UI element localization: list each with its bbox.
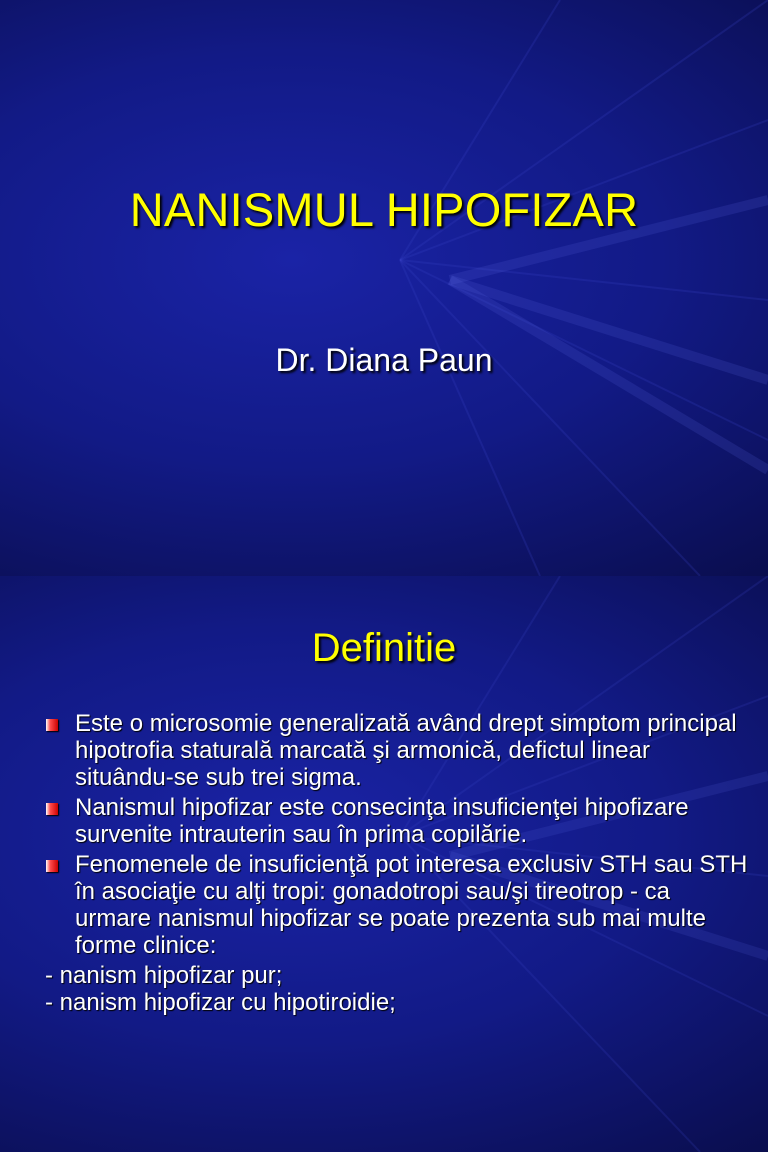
definition-list <box>0 710 768 1016</box>
bullet-text: Este o microsomie generalizată având drept simptom principal hipotrofia staturală marcată şi armonică, defictul linear situându-se sub trei sigma. <box>75 710 737 791</box>
clinical-form-line: - nanism hipofizar pur; <box>45 962 283 989</box>
list-item <box>0 851 768 959</box>
slide-author: Dr. Diana Paun <box>275 342 493 378</box>
list-item <box>0 710 768 791</box>
definition-heading: Definitie <box>311 626 457 670</box>
list-item <box>0 794 768 848</box>
red-square-bullet-icon <box>46 803 58 815</box>
red-square-bullet-icon <box>46 719 58 731</box>
slide-title-heading: NANISMUL HIPOFIZAR <box>129 183 639 236</box>
clinical-form-line: - nanism hipofizar cu hipotiroidie; <box>45 989 396 1016</box>
red-square-bullet-icon <box>46 860 58 872</box>
slide-definition <box>0 576 768 1152</box>
bullet-text: Nanismul hipofizar este consecinţa insuficienţei hipofizare survenite intrauterin sau în prima copilărie. <box>75 794 689 848</box>
bullet-text: Fenomenele de insuficienţă pot interesa exclusiv STH sau STH în asociaţie cu alţi tropi: gonadotropi sau/şi tireotrop - ca urmare nanismul hipofizar se poate prezenta sub mai multe forme clinice: <box>75 851 748 959</box>
